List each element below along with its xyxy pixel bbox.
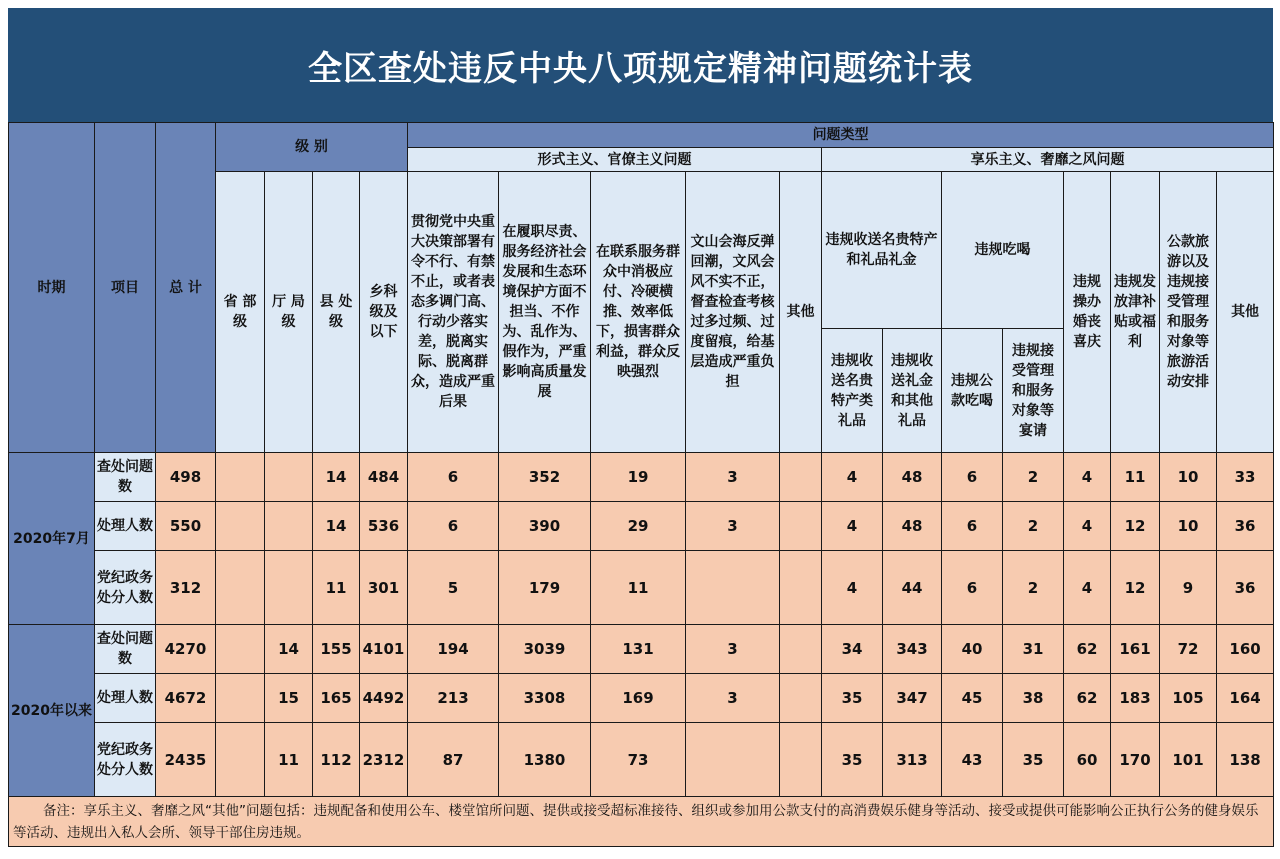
cell: 11: [591, 551, 686, 625]
cell: 11: [265, 723, 313, 797]
cell: [216, 551, 265, 625]
cell: 155: [313, 625, 360, 674]
cell: [216, 625, 265, 674]
cell: 4492: [360, 674, 408, 723]
row-item: 处理人数: [95, 502, 156, 551]
cell: 347: [883, 674, 942, 723]
cell: 6: [942, 453, 1003, 502]
cell: 5: [408, 551, 499, 625]
header-gifts-specialties: 违规收送名贵特产类礼品: [822, 329, 883, 453]
cell: 131: [591, 625, 686, 674]
header-dining-public: 违规公款吃喝: [942, 329, 1003, 453]
header-weddings: 违规操办婚丧喜庆: [1064, 172, 1111, 453]
cell: 3: [686, 453, 780, 502]
cell: 3039: [499, 625, 591, 674]
cell: 4270: [156, 625, 216, 674]
cell: 33: [1217, 453, 1274, 502]
header-formalism-other: 其他: [780, 172, 822, 453]
cell: [780, 502, 822, 551]
header-level-bureau: 厅 局 级: [265, 172, 313, 453]
cell: 3: [686, 625, 780, 674]
period-label: 2020年7月: [9, 453, 95, 625]
cell: 40: [942, 625, 1003, 674]
cell: 11: [1111, 453, 1160, 502]
table-row: [9, 625, 1274, 674]
cell: 72: [1160, 625, 1217, 674]
table-row: [9, 551, 1274, 625]
cell: 4: [822, 453, 883, 502]
cell: 194: [408, 625, 499, 674]
header-period: 时期: [9, 123, 95, 453]
header-level-group: 级 别: [216, 123, 408, 172]
cell: [216, 674, 265, 723]
cell: 44: [883, 551, 942, 625]
header-formalism-1: 贯彻党中央重大决策部署有令不行、有禁不止，或者表态多调门高、行动少落实差，脱离实际、脱离群众，造成严重后果: [408, 172, 499, 453]
cell: 138: [1217, 723, 1274, 797]
row-item: 查处问题数: [95, 453, 156, 502]
cell: 35: [1003, 723, 1064, 797]
cell: 6: [942, 551, 1003, 625]
cell: 43: [942, 723, 1003, 797]
cell: [265, 551, 313, 625]
cell: 14: [313, 502, 360, 551]
header-dining-group: 违规吃喝: [942, 172, 1064, 329]
cell: 3: [686, 674, 780, 723]
cell: 12: [1111, 502, 1160, 551]
header-formalism-group: 形式主义、官僚主义问题: [408, 148, 822, 172]
cell: 48: [883, 453, 942, 502]
header-dining-banquet: 违规接受管理和服务对象等宴请: [1003, 329, 1064, 453]
page-title: 全区查处违反中央八项规定精神问题统计表: [8, 8, 1273, 122]
cell: 12: [1111, 551, 1160, 625]
cell: 4: [1064, 551, 1111, 625]
cell: [265, 502, 313, 551]
cell: 170: [1111, 723, 1160, 797]
statistics-table: [8, 122, 1274, 847]
header-travel: 公款旅游以及违规接受管理和服务对象等旅游活动安排: [1160, 172, 1217, 453]
cell: 6: [408, 502, 499, 551]
table-row: [9, 674, 1274, 723]
footnote: 备注：享乐主义、奢靡之风“其他”问题包括：违规配备和使用公车、楼堂馆所问题、提供或接受超标准接待、组织或参加用公款支付的高消费娱乐健身等活动、接受或提供可能影响公正执行公务的健身娱乐等活动、违规出入私人会所、领导干部住房违规。: [9, 797, 1274, 847]
cell: 4: [1064, 453, 1111, 502]
statistics-sheet: [8, 8, 1273, 847]
cell: 2: [1003, 502, 1064, 551]
cell: 313: [883, 723, 942, 797]
cell: 10: [1160, 502, 1217, 551]
header-allowances: 违规发放津补贴或福利: [1111, 172, 1160, 453]
cell: [780, 551, 822, 625]
cell: 101: [1160, 723, 1217, 797]
cell: 48: [883, 502, 942, 551]
cell: 10: [1160, 453, 1217, 502]
header-level-township: 乡科级及以下: [360, 172, 408, 453]
cell: 38: [1003, 674, 1064, 723]
header-formalism-4: 文山会海反弹回潮，文风会风不实不正，督查检查考核过多过频、过度留痕，给基层造成严重负担: [686, 172, 780, 453]
cell: 35: [822, 723, 883, 797]
cell: 179: [499, 551, 591, 625]
cell: 14: [265, 625, 313, 674]
cell: 3: [686, 502, 780, 551]
header-formalism-3: 在联系服务群众中消极应付、冷硬横推、效率低下，损害群众利益，群众反映强烈: [591, 172, 686, 453]
header-item: 项目: [95, 123, 156, 453]
cell: 4: [822, 551, 883, 625]
cell: 390: [499, 502, 591, 551]
table-row: [9, 723, 1274, 797]
cell: 3308: [499, 674, 591, 723]
cell: 6: [942, 502, 1003, 551]
cell: [216, 723, 265, 797]
cell: [780, 723, 822, 797]
cell: 36: [1217, 502, 1274, 551]
table-row: [9, 502, 1274, 551]
cell: 9: [1160, 551, 1217, 625]
cell: 169: [591, 674, 686, 723]
header-hedonism-group: 享乐主义、奢靡之风问题: [822, 148, 1274, 172]
cell: 2312: [360, 723, 408, 797]
header-type-group: 问题类型: [408, 123, 1274, 148]
cell: 1380: [499, 723, 591, 797]
cell: [780, 625, 822, 674]
row-item: 党纪政务处分人数: [95, 723, 156, 797]
cell: 4: [1064, 502, 1111, 551]
cell: 165: [313, 674, 360, 723]
row-item: 查处问题数: [95, 625, 156, 674]
cell: 164: [1217, 674, 1274, 723]
cell: 11: [313, 551, 360, 625]
cell: 536: [360, 502, 408, 551]
row-item: 党纪政务处分人数: [95, 551, 156, 625]
cell: 550: [156, 502, 216, 551]
cell: 352: [499, 453, 591, 502]
cell: 112: [313, 723, 360, 797]
cell: 213: [408, 674, 499, 723]
cell: [780, 453, 822, 502]
cell: 4672: [156, 674, 216, 723]
header-level-province: 省 部 级: [216, 172, 265, 453]
cell: 161: [1111, 625, 1160, 674]
header-formalism-2: 在履职尽责、服务经济社会发展和生态环境保护方面不担当、不作为、乱作为、假作为，严重影响高质量发展: [499, 172, 591, 453]
cell: [686, 551, 780, 625]
row-item: 处理人数: [95, 674, 156, 723]
cell: 484: [360, 453, 408, 502]
cell: 35: [822, 674, 883, 723]
cell: 14: [313, 453, 360, 502]
cell: 19: [591, 453, 686, 502]
cell: [265, 453, 313, 502]
cell: 343: [883, 625, 942, 674]
cell: 15: [265, 674, 313, 723]
cell: 31: [1003, 625, 1064, 674]
cell: 29: [591, 502, 686, 551]
cell: 62: [1064, 625, 1111, 674]
cell: 105: [1160, 674, 1217, 723]
cell: [686, 723, 780, 797]
cell: [216, 453, 265, 502]
header-hedonism-other: 其他: [1217, 172, 1274, 453]
cell: 498: [156, 453, 216, 502]
cell: 6: [408, 453, 499, 502]
cell: 62: [1064, 674, 1111, 723]
cell: 312: [156, 551, 216, 625]
header-gifts-group: 违规收送名贵特产和礼品礼金: [822, 172, 942, 329]
cell: 73: [591, 723, 686, 797]
header-total: 总 计: [156, 123, 216, 453]
cell: [216, 502, 265, 551]
cell: 87: [408, 723, 499, 797]
cell: [780, 674, 822, 723]
cell: 2: [1003, 453, 1064, 502]
header-level-county: 县 处 级: [313, 172, 360, 453]
table-row: [9, 453, 1274, 502]
cell: 2435: [156, 723, 216, 797]
header-gifts-cash: 违规收送礼金和其他礼品: [883, 329, 942, 453]
cell: 183: [1111, 674, 1160, 723]
cell: 301: [360, 551, 408, 625]
period-label: 2020年以来: [9, 625, 95, 797]
cell: 4: [822, 502, 883, 551]
cell: 36: [1217, 551, 1274, 625]
cell: 60: [1064, 723, 1111, 797]
cell: 160: [1217, 625, 1274, 674]
cell: 2: [1003, 551, 1064, 625]
cell: 4101: [360, 625, 408, 674]
cell: 45: [942, 674, 1003, 723]
cell: 34: [822, 625, 883, 674]
